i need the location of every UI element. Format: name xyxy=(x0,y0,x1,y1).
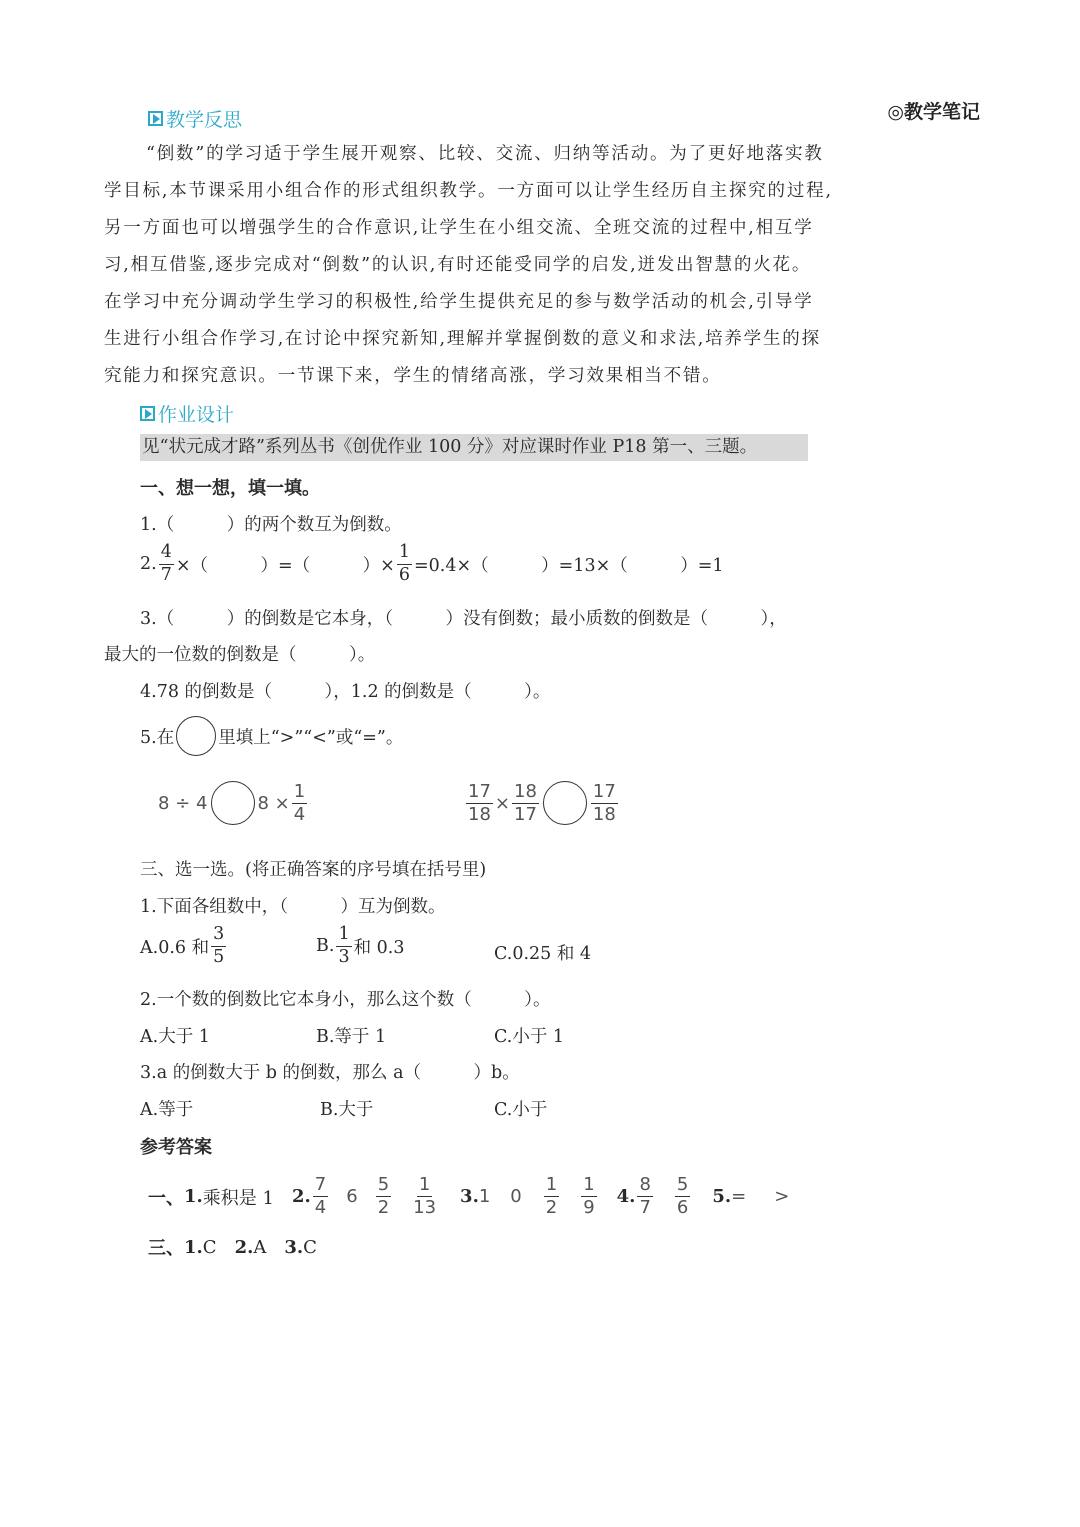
fraction xyxy=(411,1176,438,1217)
part3-q2: 2.一个数的倒数比它本身小，那么这个数（ ）。 xyxy=(140,990,551,1010)
fraction-denominator: 2 xyxy=(545,1197,558,1218)
fraction xyxy=(376,1176,391,1217)
part1-q2 xyxy=(140,544,724,584)
fraction xyxy=(211,926,226,966)
answer-number: 3. xyxy=(460,1186,479,1207)
section-reflection-heading xyxy=(148,105,242,132)
fraction-denominator: 17 xyxy=(514,803,537,825)
part3-q1-option-c: C.0.25 和 4 xyxy=(494,944,592,964)
fraction-denominator: 6 xyxy=(398,564,410,585)
reflection-line: 学目标,本节课采用小组合作的形式组织教学。一方面可以让学生经历自主探究的过程, xyxy=(104,181,833,201)
part1-q1: 1.（ ）的两个数互为倒数。 xyxy=(140,515,402,535)
answer-number: 2. xyxy=(234,1236,254,1258)
part3-q1: 1.下面各组数中，（ ）互为倒数。 xyxy=(140,897,446,917)
fraction-numerator: 17 xyxy=(468,780,491,802)
fraction-denominator: 4 xyxy=(293,803,306,825)
part3-q2-option-c: C.小于 1 xyxy=(494,1027,565,1047)
option-b-suffix: 和 0.3 xyxy=(353,937,405,958)
section-homework-title: 作业设计 xyxy=(158,404,235,426)
fraction-numerator: 4 xyxy=(159,544,174,565)
fraction xyxy=(591,780,618,825)
answer-text: A xyxy=(253,1236,267,1258)
fraction-numerator: 1 xyxy=(418,1174,431,1195)
reflection-line: 另一方面也可以增强学生的合作意识,让学生在小组交流、全班交流的过程中,相互学 xyxy=(104,218,814,238)
fraction-numerator: 1 xyxy=(583,1174,595,1195)
fraction-numerator: 5 xyxy=(676,1174,689,1195)
reflection-line: 生进行小组合作学习,在讨论中探究新知,理解并掌握倒数的意义和求法,培养学生的探 xyxy=(104,329,821,349)
fraction-numerator: 18 xyxy=(514,780,537,802)
part3-q1-option-b xyxy=(316,926,404,966)
expr1-left: 8 ÷ 4 xyxy=(158,792,208,814)
fraction xyxy=(581,1176,596,1217)
part1-q5 xyxy=(140,716,403,756)
answers-row-1 xyxy=(148,1176,789,1217)
fraction xyxy=(512,780,539,825)
fraction-numerator: 1 xyxy=(293,780,306,802)
answer-number: 4. xyxy=(616,1186,636,1207)
reflection-line: 在学习中充分调动学生学习的积极性,给学生提供充足的参与数学活动的机会,引导学 xyxy=(104,292,814,312)
part1-q3-line1: 3.（ ）的倒数是它本身，（ ）没有倒数；最小质数的倒数是（ ）， xyxy=(140,609,787,629)
answer-text: 1 xyxy=(478,1186,491,1207)
fraction-numerator: 1 xyxy=(336,926,351,947)
fraction xyxy=(466,780,493,825)
answer-text: C xyxy=(202,1236,217,1258)
part3-title: 三、选一选。(将正确答案的序号填在括号里) xyxy=(140,860,487,880)
answer-text: 6 xyxy=(346,1186,358,1207)
part3-q2-option-b: B.等于 1 xyxy=(316,1027,387,1047)
part1-q4: 4.78 的倒数是（ ），1.2 的倒数是（ ）。 xyxy=(140,682,551,702)
fraction xyxy=(159,544,174,584)
reflection-line: 究能力和探究意识。一节课下来，学生的情绪高涨，学习效果相当不错。 xyxy=(104,366,722,386)
fraction xyxy=(292,780,307,825)
answer-text: 0 xyxy=(510,1186,522,1207)
expr1-right: 8 × xyxy=(257,792,290,814)
play-icon xyxy=(148,111,163,126)
fraction xyxy=(336,926,351,966)
answer-text: > xyxy=(774,1186,790,1207)
fraction xyxy=(675,1176,690,1217)
section-homework-heading xyxy=(140,400,234,427)
part3-q3-option-b: B.大于 xyxy=(320,1100,374,1120)
fraction-denominator: 18 xyxy=(592,803,616,825)
fraction-denominator: 9 xyxy=(583,1197,595,1218)
fraction-numerator: 3 xyxy=(211,926,226,947)
fraction-denominator: 4 xyxy=(314,1197,327,1218)
answers-title: 参考答案 xyxy=(140,1137,212,1158)
q2-segment: ×（ ）=（ ）× xyxy=(175,555,395,576)
reflection-line: “倒数”的学习适于学生展开观察、比较、交流、归纳等活动。为了更好地落实教 xyxy=(146,144,824,164)
answer-number: 1. xyxy=(184,1186,203,1207)
q2-prefix: 2. xyxy=(140,554,157,574)
fraction xyxy=(397,544,412,584)
fraction-numerator: 8 xyxy=(639,1174,651,1195)
fraction-denominator: 3 xyxy=(338,946,350,967)
answer-number: 3. xyxy=(284,1236,304,1258)
fraction-denominator: 18 xyxy=(468,803,491,825)
section-reflection-title: 教学反思 xyxy=(166,109,243,131)
fraction-denominator: 2 xyxy=(377,1197,390,1218)
answer-section-label: 三、 xyxy=(148,1238,184,1259)
fraction-denominator: 7 xyxy=(160,564,172,585)
part3-q3-option-c: C.小于 xyxy=(494,1100,548,1120)
reflection-line: 习,相互借鉴,逐步完成对“倒数”的认识,有时还能受同学的启发,迸发出智慧的火花。 xyxy=(104,255,812,275)
fraction-denominator: 5 xyxy=(213,946,225,967)
fraction-numerator: 1 xyxy=(545,1174,558,1195)
fraction-numerator: 1 xyxy=(397,544,412,565)
answer-section-label: 一、 xyxy=(148,1187,184,1209)
q5-expression-2 xyxy=(464,781,620,825)
fraction-denominator: 13 xyxy=(413,1197,437,1218)
compare-circle-icon[interactable] xyxy=(211,781,255,825)
q2-segment: =0.4×（ ）=13×（ ）=1 xyxy=(413,555,724,576)
part3-q2-option-a: A.大于 1 xyxy=(140,1027,210,1047)
fraction-denominator: 6 xyxy=(676,1197,689,1218)
answer-text: 乘积是 1 xyxy=(202,1187,274,1209)
compare-circle-icon[interactable] xyxy=(543,781,587,825)
fraction-numerator: 7 xyxy=(314,1174,327,1195)
option-a-text: A.0.6 和 xyxy=(140,937,210,958)
answer-number: 2. xyxy=(291,1186,311,1207)
part1-q3-line2: 最大的一位数的倒数是（ ）。 xyxy=(104,645,376,665)
fraction xyxy=(637,1176,652,1217)
part1-title: 一、想一想，填一填。 xyxy=(140,478,320,499)
answer-text: = xyxy=(731,1186,747,1207)
homework-banner: 见“状元成才路”系列丛书《创优作业 100 分》对应课时作业 P18 第一、三题。 xyxy=(140,434,808,461)
answer-number: 1. xyxy=(184,1236,203,1258)
answer-text: C xyxy=(303,1236,317,1258)
compare-circle-icon xyxy=(176,716,216,756)
option-b-text: B. xyxy=(316,936,335,956)
part3-q3: 3.a 的倒数大于 b 的倒数，那么 a（ ）b。 xyxy=(140,1063,520,1083)
times-sign: × xyxy=(494,792,510,814)
fraction-denominator: 7 xyxy=(639,1197,651,1218)
fraction xyxy=(313,1176,328,1217)
answers-row-2 xyxy=(148,1234,317,1260)
fraction xyxy=(544,1176,559,1217)
play-icon xyxy=(140,406,155,421)
answer-number: 5. xyxy=(712,1186,732,1207)
part3-q3-option-a: A.等于 xyxy=(140,1100,194,1120)
part3-q1-option-a xyxy=(140,926,228,966)
teaching-notes-label: ◎教学笔记 xyxy=(887,101,980,123)
q5-suffix: 里填上“>”“<”或“=”。 xyxy=(218,727,404,748)
fraction-numerator: 5 xyxy=(377,1174,390,1195)
q5-prefix: 5.在 xyxy=(140,727,175,748)
fraction-numerator: 17 xyxy=(592,780,616,802)
q5-expression-1 xyxy=(158,781,309,825)
reflection-paragraph xyxy=(104,136,833,395)
